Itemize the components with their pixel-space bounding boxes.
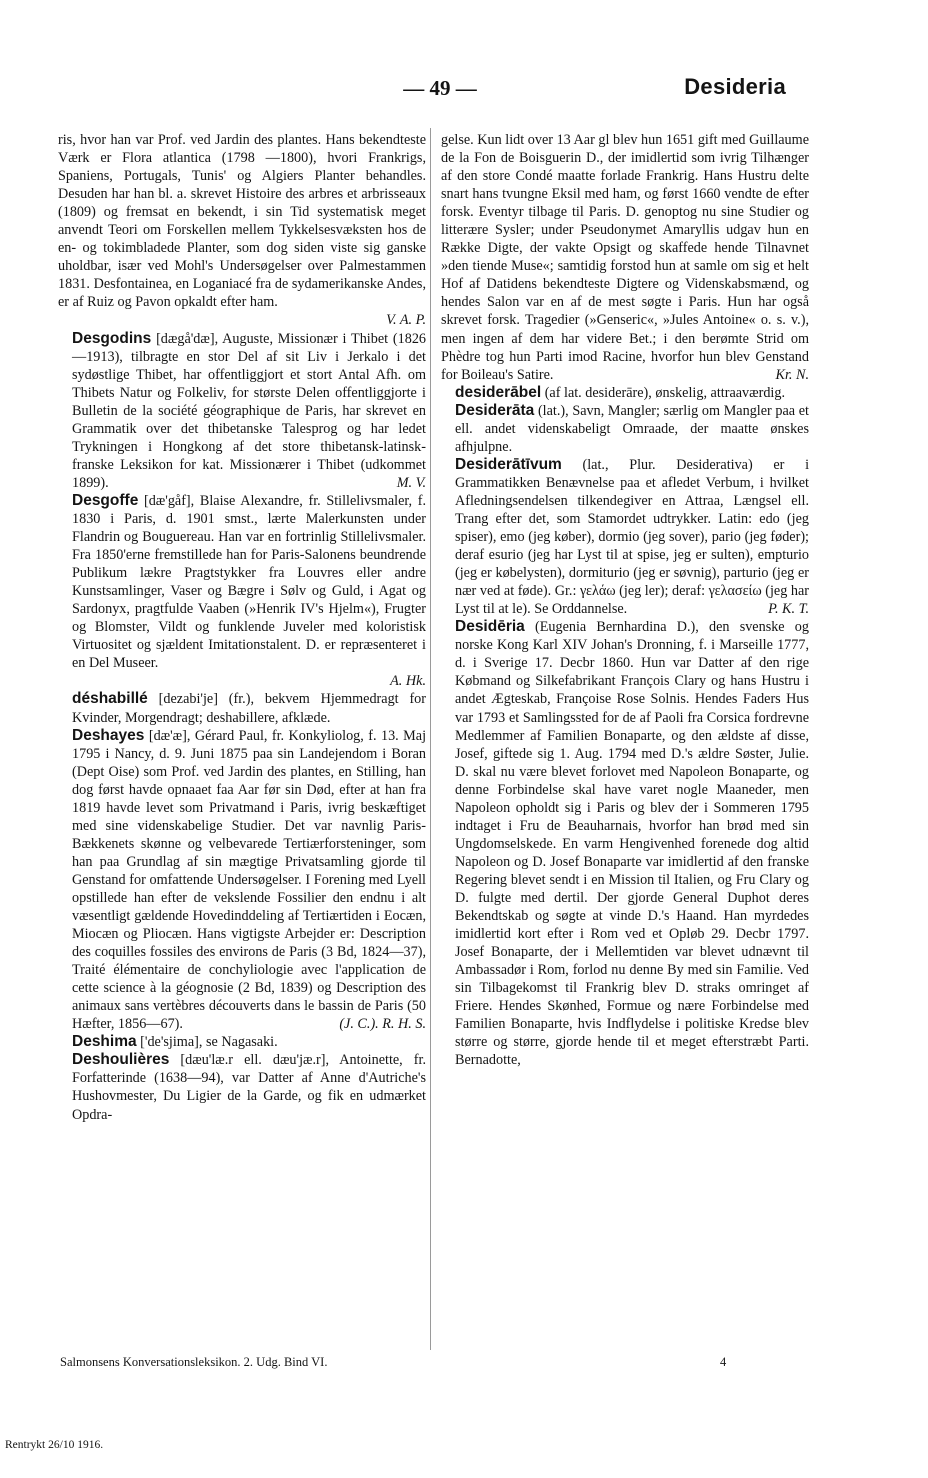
entry-headword: déshabillé — [72, 690, 148, 708]
entry-signature: M. V. — [396, 474, 426, 491]
entry-body: [dæ'gåf], Blaise Alexandre, fr. Stillelivsmaler, f. 1830 i Paris, d. 1901 smst., lærte Malerkunsten under Flandrin og Bouguereau. Han var en fortrinlig Stillelivsmaler. Fra 1850'erne fremstillede han for Paris-Salonens beundrende Publikum lækre Pragtstykker fra Louvres eller andre Kunstsamlinger, Vaser og Bægre i Sølv og Guld, i Agat og Sardonyx, pragtfulde Vaaben (»Henrik IV's Hjelm«), Frugter og Blomster, Vildt og funklende Juveler med koloristisk Virtuositet og sjældent Imitationstalent. D. er repræsenteret i en Del Museer. — [72, 492, 426, 672]
page-number: — 49 — — [403, 76, 477, 100]
entry-body: [dæ'æ], Gérard Paul, fr. Konkyliolog, f. 13. Maj 1795 i Nancy, d. 9. Juni 1875 paa sin Landejendom i Boran (Dept Oise) som Prof. ved Jardin des plantes, en Stilling, han dog først havde opnaaet faa Aar før sin Død, efter at han fra 1819 havde levet som Privatmand i Paris, ivrig beskæftiget med sine videnskabelige Studier. Det var navnlig Paris-Bækkenets skønne og velbevarede Tertiærforsteninger, som han paa Grundlag af sin mægtige Privatsamling gjorde til Genstand for omfattende Undersøgelser. I Forening med Lyell opstillede han efter de vekslende Fossilier den endnu i alt væsentligt gældende Hovedinddeling af Tertiærtiden i Eocæn, Miocæn og Pliocæn. Hans vigtigste Arbejder er: Description des coquilles fossiles des environs de Paris (3 Bd, 1824—37), Traité élémentaire de conchyliologie avec l'application de cette science à la géognosie (2 Bd, 1839) og Description des animaux sans vertèbres découverts dans le bassin de Paris (50 Hæfter, 1856—67). — [72, 727, 427, 1033]
entry-body: [dezabi'je] (fr.), bekvem Hjemmedragt for Kvinder, Morgendragt; deshabillere, afklæde. — [72, 691, 427, 726]
continued-text — [58, 131, 426, 311]
entry-body: gelse. Kun lidt over 13 Aar gl blev hun 1651 gift med Guillaume de la Fon de Boisguerin D., der imidlertid som ivrig Tilhænger af den store Condé maatte forlade Frankrig. Hans Hustru delte snart hans tvungne Eksil med ham, og først 1660 vendte de efter forsk. Eventyr tilbage til Paris. D. genoptog nu sine Studier og litterære Sysler; under Pseudonymet Amaryllis udgav hun en Række Digte, der vakte Opsigt og skaffede hende Tilnavnet »den tiende Muse«; samtidig forstod hun at samle om sig et helt Hof af Datidens bekendteste Digtere og Videnskabsmænd, og hendes Salon var en af de mest søgte i Paris. Hun har også skrevet forsk. Tragedier (»Genseric«, »Jules Antoine« o. s. v.), men ingen af dem har videre Bet.; i den berømte Strid om Phèdre tog hun Parti imod Racine, hvorfor hun blev Genstand for Boileau's Satire. — [441, 132, 809, 383]
footer-signature-mark: 4 — [720, 1355, 727, 1369]
entry-headword: Desgoffe — [72, 491, 139, 509]
lexicon-entry — [58, 1051, 426, 1123]
entry-headword: Deshima — [72, 1033, 137, 1051]
left-column — [58, 131, 426, 1124]
entry-body: ['de'sjima], se Nagasaki. — [140, 1034, 278, 1051]
entry-body: [dægå'dæ], Auguste, Missionær i Thibet (1826—1913), tilbragte en stor Del af sit Liv i Jerkalo i det sydøstlige Thibet, har offentliggjort et stort Antal Afh. om Thibets Natur og Folkeliv, for største Delen offentliggjorte i Bulletin de la société géographique de Paris, har skrevet en Grammatik over det thibetanske Talesprog og har ledet Trykningen i Hongkong af det store thibetansk-latinsk-franske Leksikon for kat. Missionærer i Thibet (udkommet 1899). — [72, 330, 427, 491]
entry-body: (lat., Plur. Desiderativa) er i Grammatikken Benævnelse paa et afledet Verbum, i hvilket Afledningsendelsen tilkendegiver en Attraa, Længsel ell. Trang efter det, som Stamordet udtrykker. Latin: edo (jeg spiser), emo (jeg køber), dormio (jeg sover), pario (jeg føder); deraf esurio (jeg har Lyst til at spise, jeg er sulten), empturio (jeg er købelysten), dormiturio (jeg er søvnig), parturio (jeg er nær ved at føde). Gr.: γελάω (jeg ler); deraf: γελασείω (jeg har Lyst til at le). Se Orddannelse. — [455, 456, 810, 618]
lexicon-entry — [58, 1033, 426, 1051]
lexicon-entry — [58, 690, 426, 726]
entry-headword: Deshayes — [72, 726, 145, 744]
entry-headword: Desiderātīvum — [455, 455, 562, 473]
entry-body: (af lat. desiderāre), ønskelig, attraaværdig. — [544, 384, 786, 401]
print-note: Rentrykt 26/10 1916. — [5, 1439, 104, 1451]
running-head: Desideria — [684, 74, 786, 99]
entry-body: (Eugenia Bernhardina D.), den svenske og norske Kong Karl XIV Johan's Dronning, f. i Marseille 1777, d. i Sverige 17. Decbr 1860. Hun var Datter af den rige Købmand og Silkefabrikant François Clary og hans Hustru i andet Ægteskab, Françoise Rose Solnis. Hendes Faders Hus var 1793 et Samlingssted for de af Paoli fra Corsica fordrevne Medlemmer af Familien Bonaparte, og den ældste af disse, Josef, giftede sig 1. Aug. 1794 med D.'s ældre Søster, Julie. D. skal nu være blevet forlovet med Napoleon Bonaparte, og denne Forbindelse skal have varet nogle Maaneder, men Napoleon opholdt sig i Paris og blev der i Sommeren 1795 indtaget i Fru de Beauharnais, hvorfor han brød med sin Ungdomselskede. En varm Hengivenhed forenede dog altid Napoleon og D. Josef Bonaparte var imidlertid af den franske Regering blevet sendt i en Mission til Italien, og Fru Clary og D. fulgte med dertil. Der gjorde General Duphot deres Bekendtskab og søgte at vinde D.'s Haand. Han myrdedes imidlertid kort efter i Rom ved et Opløb 29. Decbr 1797. Josef Bonaparte, der i Mellemtiden var blevet udnævnt til Ambassadør i Rom, forlod nu denne By med sin Familie. Ved sin Tilbagekomst til Frankrig blev D. straks omringet af Friere. Hendes Skønhed, Formue og nære Forbindelse med Familien Bonaparte, hvis Indflydelse i politiske Kredse blev større og større, gjorde hende til et meget efterstræbt Parti. Bernadotte, — [455, 619, 809, 1069]
lexicon-entry — [441, 456, 809, 618]
entry-headword: Desidēria — [455, 618, 525, 636]
entry-signature: A. Hk. — [390, 673, 426, 690]
lexicon-entry — [441, 384, 809, 402]
footer-publication: Salmonsens Konversationsleksikon. 2. Udg. Bind VI. — [60, 1355, 328, 1369]
entry-signature: Kr. N. — [775, 366, 809, 383]
column-divider — [430, 128, 431, 1350]
entry-headword: Desgodins — [72, 329, 152, 347]
lexicon-entry — [58, 330, 426, 492]
entry-headword: Deshoulières — [72, 1051, 170, 1069]
entry-signature: P. K. T. — [768, 601, 809, 618]
lexicon-entry — [441, 618, 809, 1069]
entry-body: ris, hvor han var Prof. ved Jardin des plantes. Hans bekendteste Værk er Flora atlantica (1798 —1800), hvori Frankrigs, Spaniens, Portugals, Tunis' og Algiers Planter behandles. Desuden har han bl. a. skrevet Histoire des arbres et arbrisseaux (1809) og fremsat en bekendt, i sin Tid systematisk meget anvendt Teori om Forskellen mellem Tykkelsesvæksten hos de en- og tokimbladede Planter, som dog siden viste sig ganske uholdbar, især ved Mohl's Undersøgelser over Palmestammen 1831. Desfontainea, en Loganiacé fra de sydamerikanske Andes, er af Ruiz og Pavon opkaldt efter ham. — [58, 132, 426, 311]
lexicon-entry — [58, 492, 426, 672]
right-column — [441, 131, 809, 1069]
lexicon-entry — [441, 402, 809, 456]
entry-body: (lat.), Savn, Mangler; særlig om Mangler paa et ell. andet videnskabeligt Omraade, der maatte ønskes afhjulpne. — [455, 402, 809, 455]
entry-signature: V. A. P. — [386, 312, 426, 329]
entry-signature: (J. C.). R. H. S. — [339, 1016, 426, 1033]
continued-text — [441, 131, 809, 384]
page-header — [0, 0, 928, 120]
lexicon-entry — [58, 727, 426, 1034]
entry-headword: Desiderāta — [455, 401, 535, 419]
entry-body: [dæu'læ.r ell. dæu'jæ.r], Antoinette, fr. Forfatterinde (1638—94), var Datter af Anne d'Autriche's Hushovmester, Du Ligier de la Garde, og fik en udmærket Opdra- — [72, 1052, 426, 1123]
entry-headword: desiderābel — [455, 383, 542, 401]
